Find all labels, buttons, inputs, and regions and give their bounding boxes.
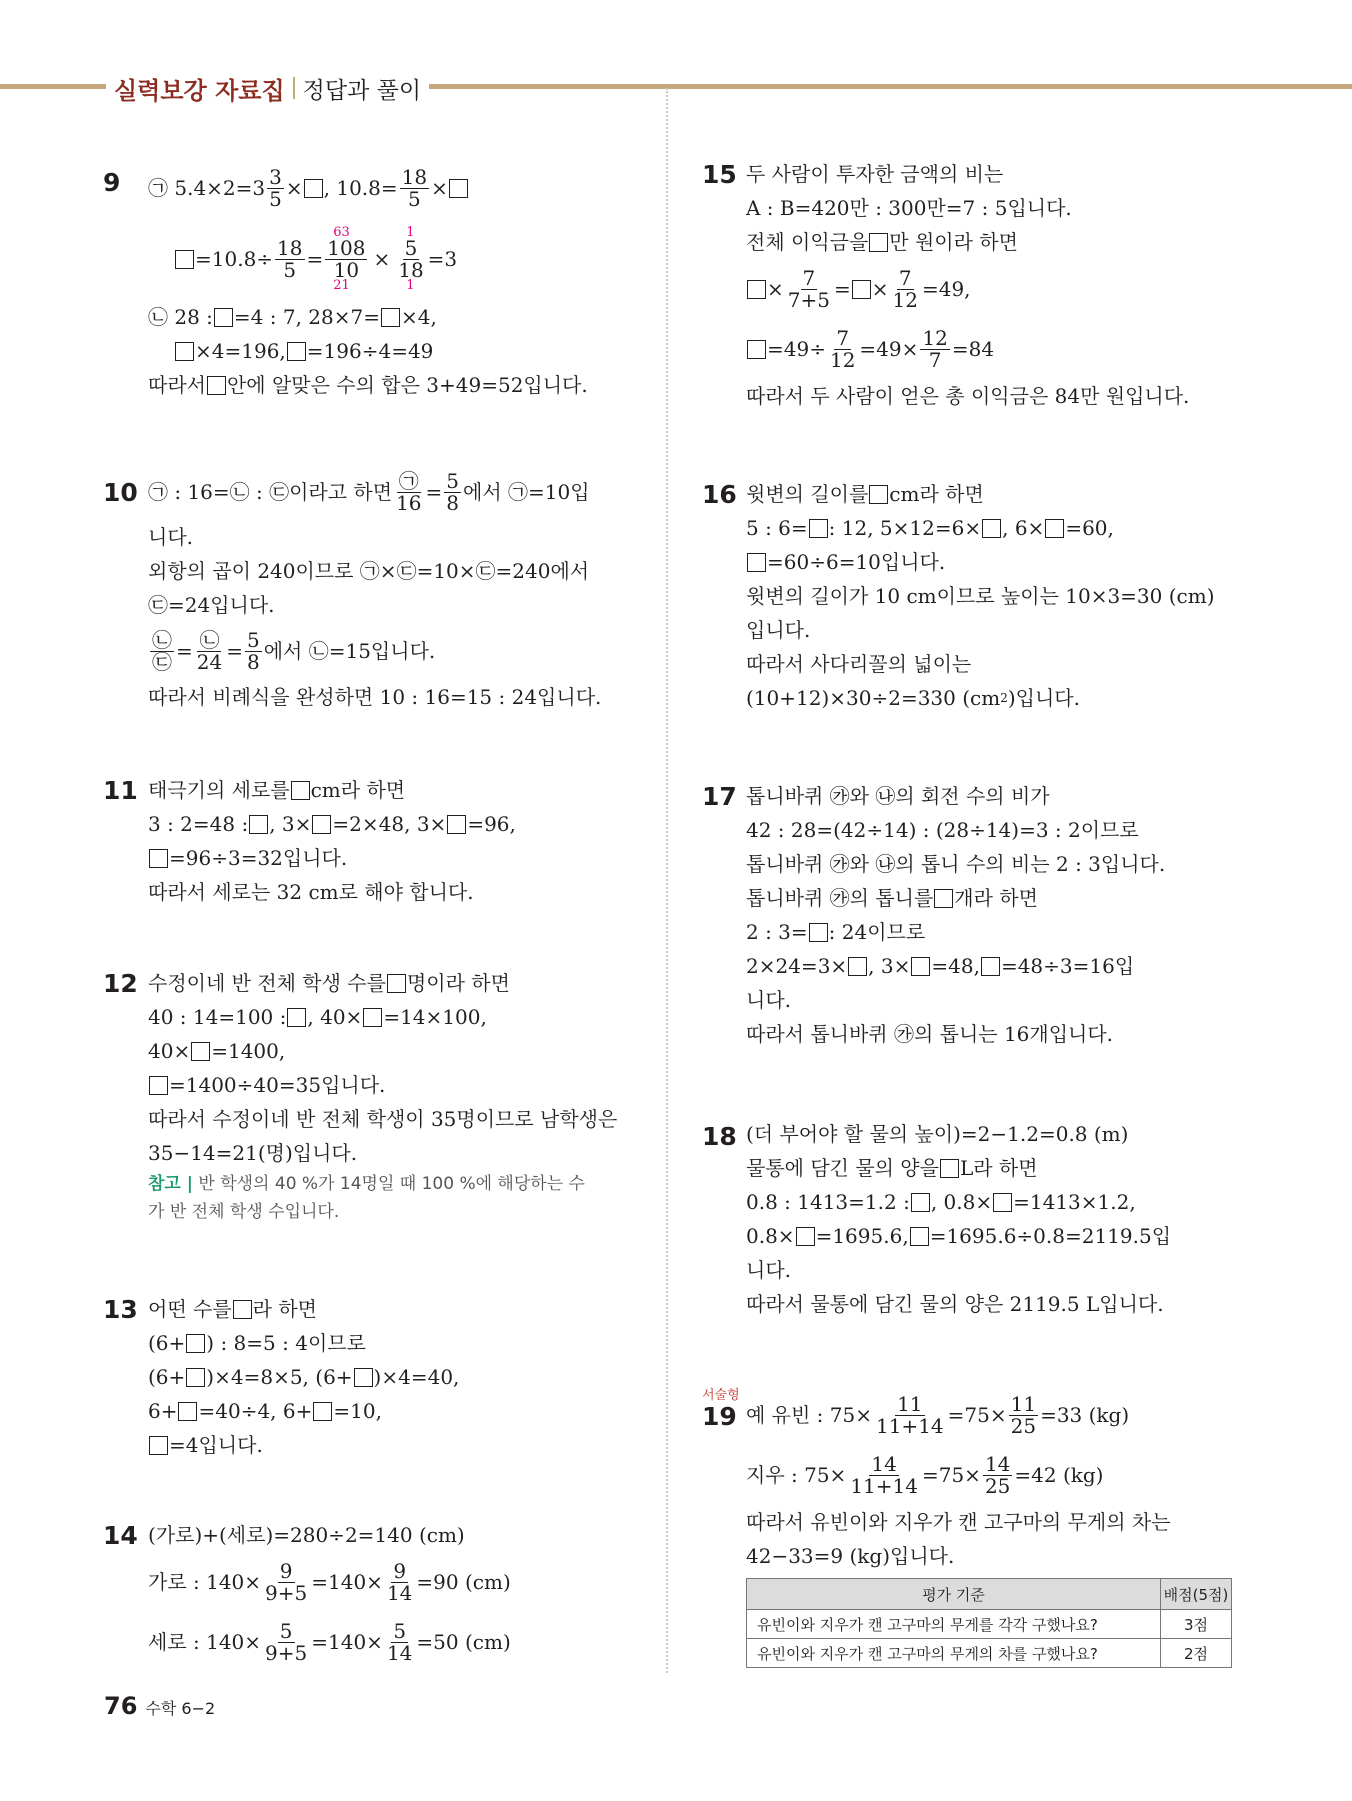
blank-box	[186, 1368, 205, 1387]
page-number: 76	[104, 1692, 138, 1720]
problem-15	[746, 157, 1189, 413]
blank-box	[149, 849, 168, 868]
note-label: 참고 |	[148, 1174, 193, 1194]
blank-box	[186, 1334, 205, 1353]
blank-box	[869, 485, 888, 504]
solution-line: 따라서 톱니바퀴 ㉮의 톱니는 16개입니다.	[746, 1022, 1114, 1046]
reference-note: 참고 | 반 학생의 40 %가 14명일 때 100 %에 해당하는 수 가 반 전체 학생 수입니다.	[148, 1174, 585, 1222]
solution-line: 40× =1400,	[148, 1039, 286, 1063]
solution-line: =1400÷40=35입니다.	[148, 1068, 617, 1102]
solution-line: 예 유빈 : 75× $\frac{11}{11+14}$ =75× $\frac{11}{25}$ =33 (kg)	[746, 1391, 1130, 1438]
problem-number: 11	[103, 776, 138, 805]
solution-line: 가로 : 140× $\frac{9}{9+5}$ =140× $\frac{9}{14}$ =90 (cm)	[148, 1558, 511, 1605]
solution-line: ㉢=24입니다.	[148, 593, 275, 617]
solution-line: 따라서 물통에 담긴 물의 양은 2119.5 L입니다.	[746, 1292, 1164, 1316]
criteria-cell: 유빈이와 지우가 캔 고구마의 무게를 각각 구했나요?	[747, 1610, 1161, 1639]
solution-line: (더 부어야 할 물의 높이)=2−1.2=0.8 (m)	[746, 1122, 1129, 1146]
blank-box	[149, 1076, 168, 1095]
blank-box	[249, 815, 268, 834]
solution-line: ㉠ 5.4×2=3 $\frac{3}{5}$ × , 10.8= $\frac{18}{5}$ ×	[148, 158, 588, 218]
fraction: $\frac{5}{9+5}$	[265, 1618, 308, 1665]
solution-line: 외항의 곱이 240이므로 ㉠×㉢=10×㉢=240에서	[148, 559, 590, 583]
solution-line: 2 : 3= : 24이므로	[746, 920, 926, 944]
score-cell: 3점	[1161, 1610, 1232, 1639]
solution-line: 42−33=9 (kg)입니다.	[746, 1544, 955, 1568]
solution-line: A : B=420만 : 300만=7 : 5입니다.	[746, 196, 1072, 220]
fraction: $\frac{11}{11+14}$	[875, 1391, 944, 1438]
blank-box	[910, 1227, 929, 1246]
header-separator	[293, 77, 295, 99]
fraction: $\frac{7}{12}$	[829, 325, 856, 372]
blank-box	[312, 815, 331, 834]
fraction: $\frac{5}{14}$	[386, 1618, 413, 1665]
blank-box	[304, 179, 323, 198]
problem-19	[746, 1385, 1171, 1573]
solution-line: 수정이네 반 전체 학생 수를 명이라 하면	[148, 971, 510, 995]
blank-box	[287, 342, 306, 361]
fraction: $\frac{7}{7+5}$	[787, 265, 830, 312]
problem-14	[148, 1518, 511, 1672]
page-header	[0, 66, 1352, 110]
column-divider	[666, 88, 668, 1673]
solution-line: 두 사람이 투자한 금액의 비는	[746, 162, 1004, 186]
solution-line: 물통에 담긴 물의 양을 L라 하면	[746, 1156, 1038, 1180]
solution-line: 따라서 비례식을 완성하면 10 : 16=15 : 24입니다.	[148, 685, 602, 709]
fraction: ㉡ 24	[196, 627, 223, 674]
solution-line: ㉡ 28 : =4 : 7, 28×7= ×4,	[148, 305, 437, 329]
page-footer	[104, 1692, 215, 1720]
scoring-rubric-table	[746, 1578, 1232, 1668]
problem-16	[746, 477, 1215, 715]
header-rule-right	[420, 84, 1352, 89]
header-title: 실력보강 자료집	[114, 76, 285, 105]
solution-line: 톱니바퀴 ㉮와 ㉯의 톱니 수의 비는 2 : 3입니다.	[746, 852, 1166, 876]
table-row	[747, 1610, 1232, 1639]
solution-line: 따라서 세로는 32 cm로 해야 합니다.	[148, 880, 474, 904]
cancelled-fraction	[394, 224, 427, 293]
problem-11	[148, 773, 516, 909]
solution-line: × $\frac{7}{7+5}$ = × $\frac{7}{12}$ =49,	[746, 259, 1189, 319]
solution-line: 따라서 유빈이와 지우가 캔 고구마의 무게의 차는	[746, 1510, 1171, 1534]
blank-box	[233, 1300, 252, 1319]
problem-number: 10	[103, 478, 138, 507]
table-row	[747, 1639, 1232, 1668]
solution-line: =96÷3=32입니다.	[148, 841, 516, 875]
solution-line: =4입니다.	[148, 1428, 459, 1462]
fraction: $\frac{11}{25}$	[1010, 1391, 1037, 1438]
blank-box	[911, 1193, 930, 1212]
blank-box	[291, 781, 310, 800]
criteria-cell: 유빈이와 지우가 캔 고구마의 무게의 차를 구했나요?	[747, 1639, 1161, 1668]
blank-box	[287, 1008, 306, 1027]
solution-line: (6+ ) : 8=5 : 4이므로	[148, 1331, 366, 1355]
solution-line: 35−14=21(명)입니다.	[148, 1141, 358, 1165]
solution-line: 입니다.	[746, 618, 811, 642]
problem-number: 15	[702, 160, 737, 189]
solution-line: 세로 : 140× $\frac{5}{9+5}$ =140× $\frac{5}{14}$ =50 (cm)	[148, 1618, 511, 1665]
book-title: 수학 6−2	[145, 1699, 216, 1718]
blank-box	[848, 957, 867, 976]
blank-box	[175, 250, 194, 269]
blank-box	[911, 957, 930, 976]
blank-box	[993, 1193, 1012, 1212]
solution-line: 2×24=3× , 3× =48, =48÷3=16입	[746, 954, 1135, 978]
blank-box	[354, 1368, 373, 1387]
solution-line: 윗변의 길이를 cm라 하면	[746, 482, 984, 506]
fraction: $\frac{5}{18}$	[398, 235, 424, 282]
solution-line: (6+ )×4=8×5, (6+ )×4=40,	[148, 1365, 460, 1389]
blank-box	[982, 519, 1001, 538]
problem-13	[148, 1292, 459, 1462]
fraction: $\frac{14}{11+14}$	[850, 1451, 918, 1498]
cancelled-fraction	[323, 224, 369, 293]
solution-line: 따라서 안에 알맞은 수의 합은 3+49=52입니다.	[148, 373, 588, 397]
problem-17	[746, 779, 1165, 1051]
descriptive-tag: 서술형	[702, 1388, 740, 1403]
cancel-note: 1	[406, 224, 415, 240]
blank-box	[1045, 519, 1064, 538]
problem-number: 9	[103, 168, 121, 197]
table-header-row	[747, 1579, 1232, 1610]
problem-number: 19	[702, 1402, 737, 1431]
solution-line: 42 : 28=(42÷14) : (28÷14)=3 : 2이므로	[746, 818, 1139, 842]
fraction: $\frac{12}{7}$	[922, 325, 948, 372]
blank-box	[149, 1436, 168, 1455]
blank-box	[809, 519, 828, 538]
score-cell: 2점	[1161, 1639, 1232, 1668]
header-score: 배점(5점)	[1161, 1579, 1232, 1610]
blank-box	[207, 376, 226, 395]
solution-line: 0.8 : 1413=1.2 : , 0.8× =1413×1.2,	[746, 1190, 1136, 1214]
blank-box	[747, 280, 766, 299]
solution-line: 40 : 14=100 : , 40× =14×100,	[148, 1005, 487, 1029]
blank-box	[313, 1402, 332, 1421]
fraction: $\frac{5}{8}$	[246, 627, 260, 674]
problem-number: 18	[702, 1122, 737, 1151]
solution-line: 니다.	[746, 988, 791, 1012]
solution-line: 톱니바퀴 ㉮의 톱니를 개라 하면	[746, 886, 1038, 910]
problem-9	[148, 158, 588, 402]
header-rule-left	[0, 84, 120, 89]
solution-line: 어떤 수를 라 하면	[148, 1297, 317, 1321]
cancel-note: 21	[333, 277, 350, 293]
fraction: $\frac{108}{10}$	[327, 235, 366, 282]
blank-box	[363, 1008, 382, 1027]
solution-line: 5 : 6= : 12, 5×12=6× , 6× =60,	[746, 516, 1114, 540]
blank-box	[747, 553, 766, 572]
problem-12	[148, 966, 617, 1226]
blank-box	[178, 1402, 197, 1421]
solution-line: 0.8× =1695.6, =1695.6÷0.8=2119.5입	[746, 1224, 1172, 1248]
solution-line: (10+12)×30÷2=330 (cm 2 )입니다.	[746, 686, 1080, 710]
solution-line: =10.8÷ $\frac{18}{5}$ = 63 $\frac{108}{10}$ 21 × 1 $\frac{5}{18}$ 1 =3	[148, 218, 588, 300]
cancel-note: 1	[406, 277, 415, 293]
solution-line: 니다.	[746, 1258, 791, 1282]
blank-box	[381, 308, 400, 327]
solution-line: 따라서 두 사람이 얻은 총 이익금은 84만 원입니다.	[746, 384, 1190, 408]
solution-line: 태극기의 세로를 cm라 하면	[148, 778, 406, 802]
solution-line: 전체 이익금을 만 원이라 하면	[746, 230, 1018, 254]
header-subtitle: 정답과 풀이	[302, 77, 422, 104]
fraction: $\frac{3}{5}$	[269, 164, 282, 211]
solution-line: (가로)+(세로)=280÷2=140 (cm)	[148, 1523, 465, 1547]
header-criteria: 평가 기준	[747, 1579, 1161, 1610]
header-title-block	[106, 66, 429, 110]
fraction: $\frac{14}{25}$	[984, 1451, 1011, 1498]
solution-line: 따라서 사다리꼴의 넓이는	[746, 652, 972, 676]
fraction: ㉠ 16	[396, 468, 422, 515]
problem-number: 16	[702, 480, 737, 509]
blank-box	[447, 815, 466, 834]
blank-box	[940, 1159, 959, 1178]
problem-number: 17	[702, 782, 737, 811]
solution-line: =49÷ $\frac{7}{12}$ =49× $\frac{12}{7}$ =84	[746, 319, 1189, 379]
fraction: $\frac{18}{5}$	[401, 164, 428, 211]
blank-box	[747, 340, 766, 359]
blank-box	[869, 233, 888, 252]
fraction: ㉡ ㉢	[152, 627, 172, 674]
blank-box	[214, 308, 233, 327]
solution-line: 따라서 수정이네 반 전체 학생이 35명이므로 남학생은	[148, 1107, 618, 1131]
fraction: $\frac{7}{12}$	[892, 265, 918, 312]
cancel-note: 63	[333, 224, 350, 240]
blank-box	[796, 1227, 815, 1246]
solution-line: ×4=196, =196÷4=49	[148, 334, 588, 368]
fraction: $\frac{9}{9+5}$	[265, 1558, 308, 1605]
blank-box	[809, 923, 828, 942]
solution-line: 6+ =40÷4, 6+ =10,	[148, 1399, 382, 1423]
solution-line: 3 : 2=48 : , 3× =2×48, 3× =96,	[148, 812, 516, 836]
blank-box	[191, 1042, 210, 1061]
blank-box	[981, 957, 1000, 976]
solution-line: 니다.	[148, 525, 193, 549]
solution-line: 지우 : 75× $\frac{14}{11+14}$ =75× $\frac{14}{25}$ =42 (kg)	[746, 1451, 1104, 1498]
solution-line: ㉠ : 16=㉡ : ㉢이라고 하면 ㉠ 16 = $\frac{5}{8}$ 에서 ㉠=10입	[148, 468, 590, 515]
blank-box	[934, 889, 953, 908]
blank-box	[449, 179, 468, 198]
problem-number: 13	[103, 1295, 138, 1324]
blank-box	[852, 280, 871, 299]
solution-line: 윗변의 길이가 10 cm이므로 높이는 10×3=30 (cm)	[746, 584, 1215, 608]
blank-box	[387, 974, 406, 993]
problem-number: 14	[103, 1521, 138, 1550]
problem-10	[148, 464, 601, 714]
problem-number: 12	[103, 969, 138, 998]
fraction: $\frac{18}{5}$	[277, 235, 303, 282]
solution-line: =60÷6=10입니다.	[746, 545, 1215, 579]
solution-line: ㉡ ㉢ = ㉡ 24 = $\frac{5}{8}$ 에서 ㉡=15입니다.	[152, 627, 436, 674]
blank-box	[175, 342, 194, 361]
fraction: $\frac{5}{8}$	[446, 468, 460, 515]
fraction: $\frac{9}{14}$	[386, 1558, 413, 1605]
solution-line: 톱니바퀴 ㉮와 ㉯의 회전 수의 비가	[746, 784, 1050, 808]
problem-18	[746, 1117, 1171, 1321]
